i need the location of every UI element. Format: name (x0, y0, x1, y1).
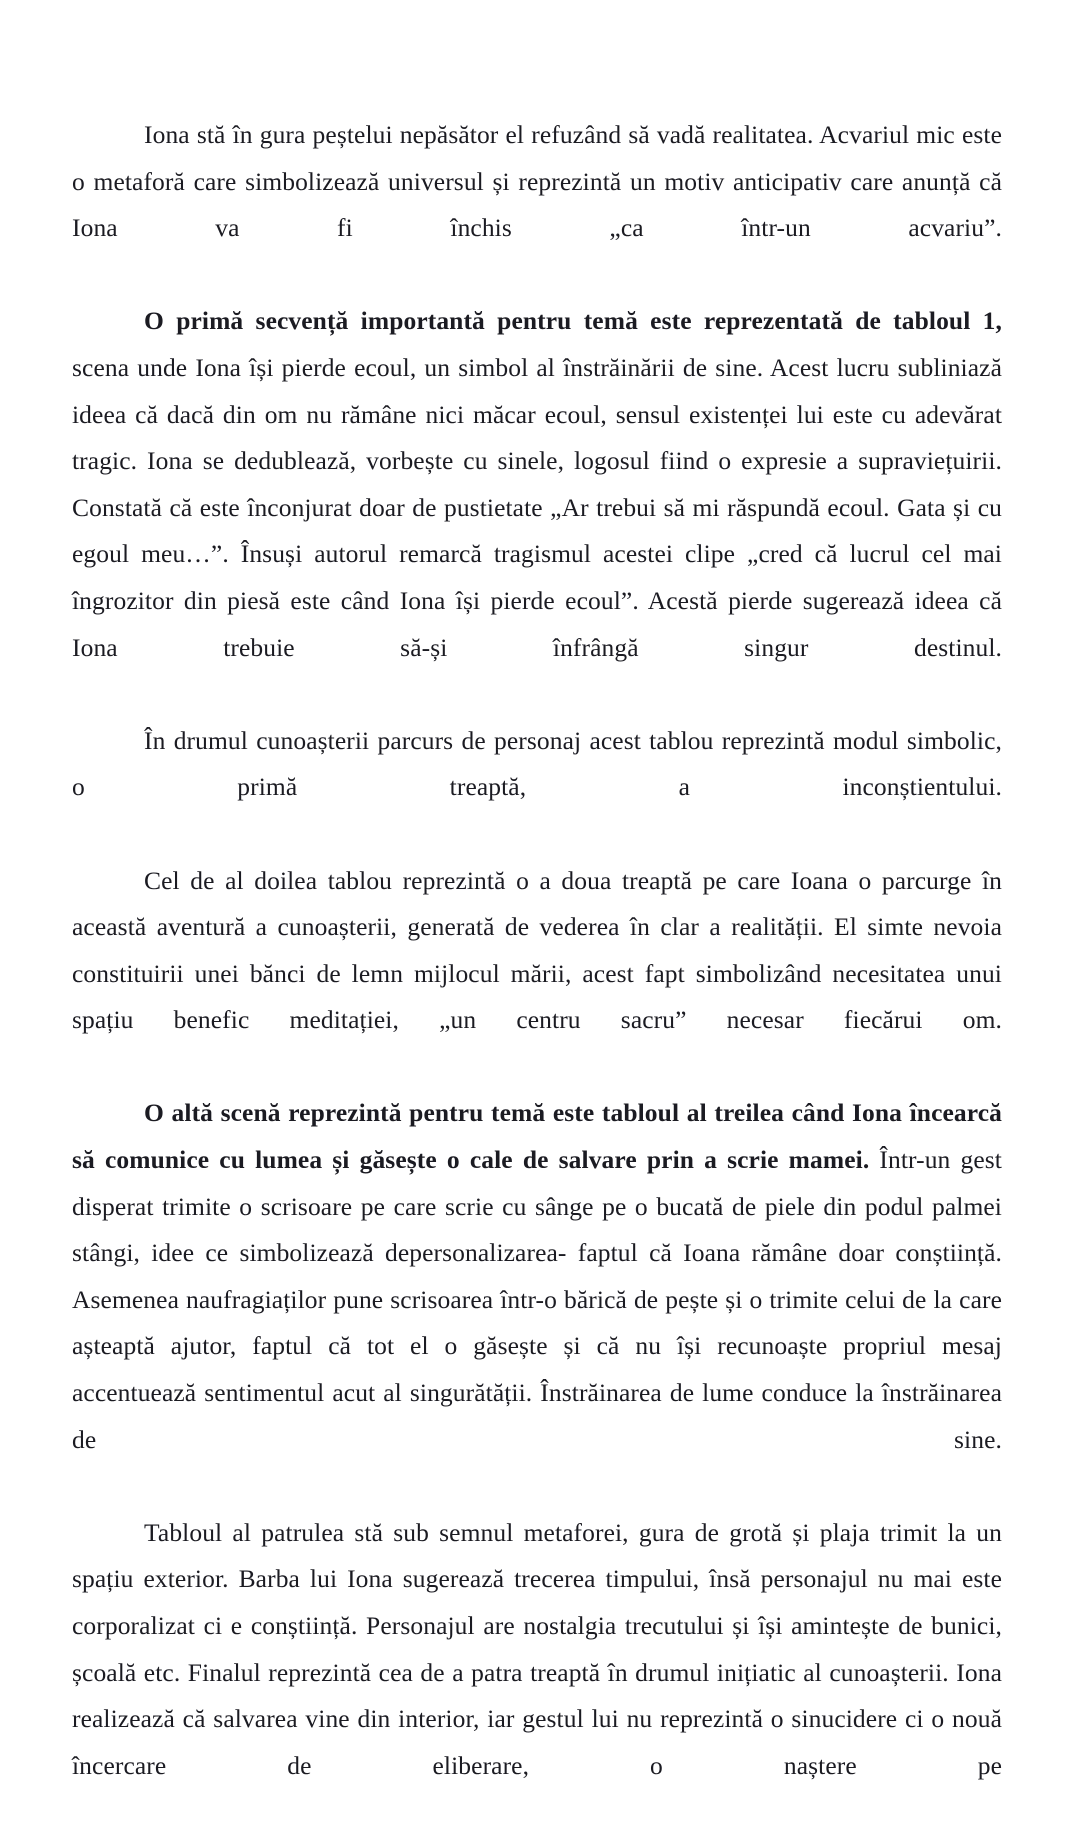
text-column (72, 112, 1002, 1836)
paragraph-4-text: Cel de al doilea tablou reprezintă o a doua treaptă pe care Ioana o parcurge în această aventură a cunoașterii, generată de vederea în clar a realității. El simte nevoia constituirii unei bănci de lemn mijlocul mării, acest fapt simbolizând necesitatea unui spațiu benefic meditației, „un centru sacru” necesar fiecărui om. (72, 865, 1002, 1035)
paragraph-2 (72, 298, 1002, 717)
paragraph-3 (72, 718, 1002, 858)
paragraph-6-text: Tabloul al patrulea stă sub semnul metaforei, gura de grotă și plaja trimit la un spațiu exterior. Barba lui Iona sugerează trecerea timpului, însă personajul nu mai este corporalizat ci e conștiință. Personajul are nostalgia trecutului și își amintește de bunici, școală etc. Finalul reprezintă cea de a patra treaptă în drumul inițiatic al cunoașterii. Iona realizează că salvarea vine din interior, iar gestul lui nu reprezintă o sinucidere ci o nouă încercare de eliberare, o naștere pe (72, 1517, 1002, 1780)
paragraph-4 (72, 858, 1002, 1091)
paragraph-2-text: scena unde Iona își pierde ecoul, un simbol al înstrăinării de sine. Acest lucru subliniază ideea că dacă din om nu rămâne nici măcar ecoul, sensul existenței lui este cu adevărat tragic. Iona se dedublează, vorbește cu sinele, logosul fiind o expresie a supraviețuirii. Constată că este înconjurat doar de pustietate „Ar trebui să mi răspundă ecoul. Gata și cu egoul meu…”. Însuși autorul remarcă tragismul acestei clipe „cred că lucrul cel mai îngrozitor din piesă este când Iona își pierde ecoul”. Acestă pierde sugerează ideea că Iona trebuie să-și înfrângă singur destinul. (72, 352, 1002, 662)
paragraph-1-text: Iona stă în gura peștelui nepăsător el refuzând să vadă realitatea. Acvariul mic este o metaforă care simbolizează universul și reprezintă un motiv anticipativ care anunță că Iona va fi închis „ca într-un acvariu”. (72, 120, 1002, 243)
paragraph-5 (72, 1090, 1002, 1509)
paragraph-2-bold-lead: O primă secvență importantă pentru temă este reprezentată de tabloul 1, (144, 306, 1002, 336)
paragraph-6 (72, 1510, 1002, 1836)
paragraph-1 (72, 112, 1002, 298)
paragraph-3-text: În drumul cunoașterii parcurs de personaj acest tablou reprezintă modul simbolic, o primă treaptă, a inconștientului. (72, 725, 1002, 802)
paragraph-5-bold-lead: O altă scenă reprezintă pentru temă este tabloul al treilea când Iona încearcă să comunice cu lumea și găsește o cale de salvare prin a scrie mamei. (72, 1098, 1002, 1175)
paragraph-5-text: Într-un gest disperat trimite o scrisoare pe care scrie cu sânge pe o bucată de piele din podul palmei stângi, idee ce simbolizează depersonalizarea- faptul că Ioana rămâne doar conștiință. Asemenea naufragiaților pune scrisoarea într-o bărică de pește și o trimite celui de la care așteaptă ajutor, faptul că tot el o găsește și că nu își recunoaște propriul mesaj accentuează sentimentul acut al singurătății. Înstrăinarea de lume conduce la înstrăinarea de sine. (72, 1145, 1002, 1454)
